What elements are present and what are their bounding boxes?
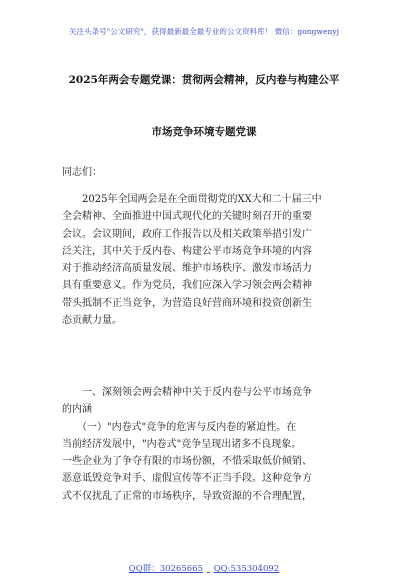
subsection-line: 一些企业为了争夺有限的市场份额，不惜采取低价倾销、 bbox=[62, 456, 312, 468]
document-title-line-1: 2025年两会专题党课：贯彻两会精神，反内卷与构建公平 bbox=[68, 74, 340, 86]
text-line: 态贡献力量。 bbox=[62, 315, 122, 327]
section-one bbox=[62, 384, 348, 505]
header-promo-note: 关注头条号"公文研究"，获得最新最全最专业的公文资料库！ 微信：gongwenyj bbox=[68, 27, 340, 36]
text-line: 带头抵制不正当竞争，为营造良好营商环境和投资创新生 bbox=[62, 297, 312, 309]
subsection-line: （一）"内卷式"竞争的危害与反内卷的紧迫性。在 bbox=[62, 421, 297, 433]
text-line: 全会精神、全面推进中国式现代化的关键时刻召开的重要 bbox=[62, 211, 312, 223]
footer-qq-group: QQ群：30265665 bbox=[128, 564, 203, 574]
section-heading-line: 一、深刻领会两会精神中关于反内卷与公平市场竞争 bbox=[62, 387, 312, 398]
greeting-text: 同志们： bbox=[62, 167, 102, 178]
subsection-line: 恶意诋毁竞争对手、虚假宣传等不正当手段。这种竞争方 bbox=[62, 473, 312, 485]
section-heading-line: 的内涵 bbox=[62, 404, 92, 416]
text-line: 2025年全国两会是在全面贯彻党的XX大和二十届三中 bbox=[62, 194, 322, 205]
footer-contact bbox=[0, 562, 408, 574]
document-title-line-2: 市场竞争环境专题党课 bbox=[151, 126, 257, 138]
text-line: 对于推动经济高质量发展、维护市场秩序、激发市场活力 bbox=[62, 263, 312, 275]
subsection-line: 式不仅扰乱了正常的市场秩序，导致资源的不合理配置， bbox=[62, 490, 312, 502]
greeting bbox=[62, 164, 348, 181]
subsection-line: 当前经济发展中，"内卷式"竞争呈现出诸多不良现象。 bbox=[62, 438, 302, 450]
text-line: 会议。会议期间，政府工作报告以及相关政策举措引发广 bbox=[62, 228, 312, 240]
text-line: 具有重要意义。作为党员，我们应深入学习领会两会精神 bbox=[62, 280, 312, 292]
paragraph-intro bbox=[62, 191, 348, 329]
text-line: 泛关注，其中关于反内卷、构建公平市场竞争环境的内容 bbox=[62, 245, 312, 257]
footer-qq: QQ:535304092 bbox=[213, 564, 280, 574]
